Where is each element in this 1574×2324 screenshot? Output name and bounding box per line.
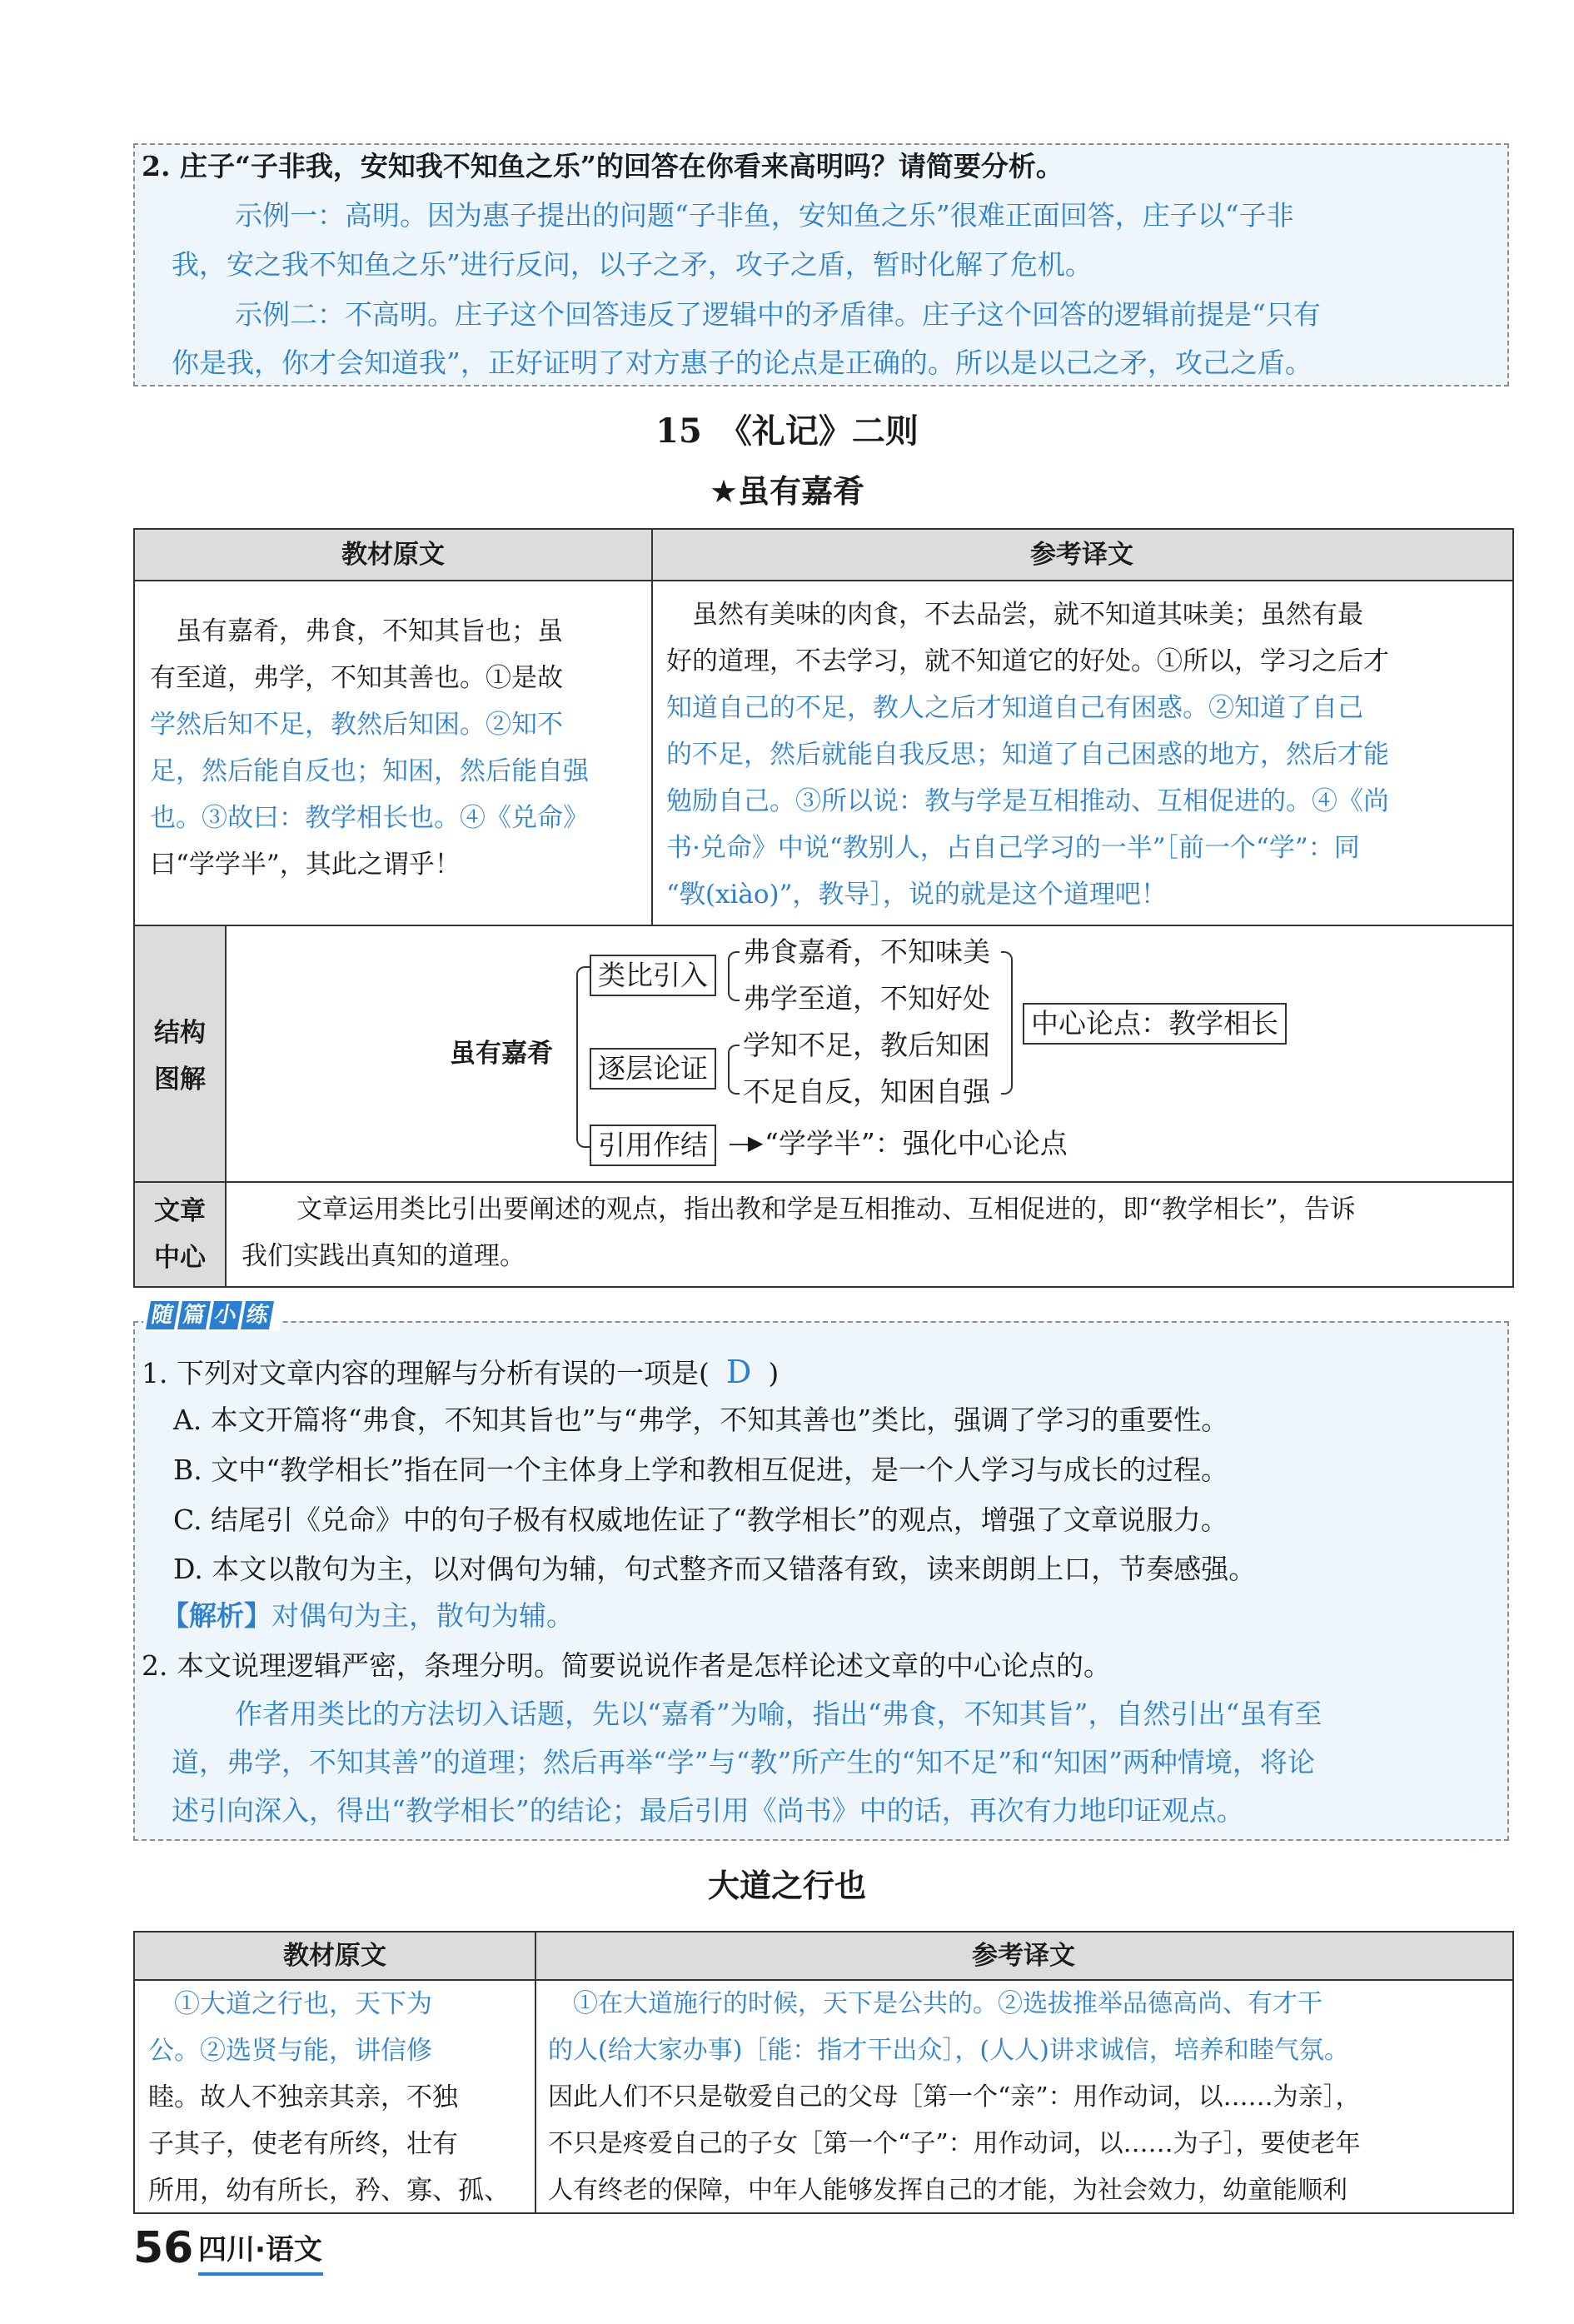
section-title: 15 《礼记》二则 [655, 411, 919, 451]
footer-label: 四川·语文 [198, 2233, 322, 2267]
table-2-head-left: 教材原文 [135, 1933, 535, 1981]
diagram-center-thesis: 中心论点：教学相长 [1023, 1003, 1287, 1045]
orig-line: 足，然后能自反也；知困，然后能自强 [150, 756, 589, 786]
diagram-branch-quote: 引用作结 [590, 1125, 716, 1166]
option-a: A. 本文开篇将“弗食，不知其旨也”与“弗学，不知其善也”类比，强调了学习的重要性。 [173, 1404, 1229, 1436]
orig2-line: 公。②选贤与能，讲信修 [148, 2036, 432, 2066]
center-label-1: 文章 [154, 1196, 206, 1226]
orig2-line: 所用，幼有所长，矜、寡、孤、 [148, 2176, 510, 2206]
orig-line: 也。③故曰：教学相长也。④《兑命》 [150, 803, 589, 833]
answer-example-1-line-1: 示例一：高明。因为惠子提出的问题“子非鱼，安知鱼之乐”很难正面回答，庄子以“子非 [235, 199, 1294, 232]
table-1-head-left: 教材原文 [135, 530, 651, 581]
table-2-original-text [148, 1981, 531, 2214]
trans2-line: 的人(给大家办事)［能：指才干出众］，(人人)讲求诚信，培养和睦气氛。 [548, 2036, 1349, 2065]
center-label [135, 1183, 225, 1286]
question-2: 2. 庄子“子非我，安知我不知鱼之乐”的回答在你看来高明吗？请简要分析。 [142, 150, 1063, 182]
option-c: C. 结尾引《兑命》中的句子极有权威地佐证了“教学相长”的观点，增强了文章说服力。 [173, 1504, 1228, 1536]
table-2-head-right: 参考译文 [535, 1933, 1512, 1981]
diagram-leaf-4: 不足自反，知困自强 [743, 1075, 990, 1108]
practice-tag-char: 随 [146, 1301, 179, 1329]
answer-2-line-1: 作者用类比的方法切入话题，先以“嘉肴”为喻，指出“弗食，不知其旨”，自然引出“虽有至 [235, 1698, 1322, 1730]
q1-answer: D [725, 1354, 752, 1390]
arrow-icon: ▶ [748, 1131, 764, 1155]
subtitle-1: ★虽有嘉肴 [709, 473, 865, 510]
trans2-line: 人有终老的保障，中年人能够发挥自己的才能，为社会效力，幼童能顺利 [548, 2176, 1347, 2205]
answer-2-line-2: 道，弗学，不知其善”的道理；然后再举“学”与“教”所产生的“知不足”和“知困”两种情境，将论 [172, 1746, 1315, 1778]
answer-2-line-3: 述引向深入，得出“教学相长”的结论；最后引用《尚书》中的话，再次有力地印证观点。 [172, 1794, 1244, 1827]
trans2-line: 不只是疼爱自己的子女［第一个“子”：用作动词，以……为子］，要使老年 [548, 2129, 1361, 2158]
orig2-line: 睦。故人不独亲其亲，不独 [148, 2082, 458, 2112]
orig-line: 虽有嘉肴，弗食，不知其旨也；虽 [150, 616, 563, 646]
answer-example-2-line-1: 示例二：不高明。庄子这个回答违反了逻辑中的矛盾律。庄子这个回答的逻辑前提是“只有 [235, 298, 1321, 331]
trans-line: 的不足，然后就能自我反思；知道了自己困惑的地方，然后才能 [666, 740, 1389, 770]
option-d: D. 本文以散句为主，以对偶句为辅，句式整齐而又错落有致，读来朗朗上口，节奏感强。 [173, 1553, 1257, 1585]
q1-close: ) [768, 1357, 780, 1389]
page-number: 56 [133, 2223, 194, 2273]
trans-line: 好的道理，不去学习，就不知道它的好处。①所以，学习之后才 [666, 646, 1389, 676]
diagram-leaf-3: 学知不足，教后知困 [743, 1029, 990, 1061]
orig2-line: 子其子，使老有所终，壮有 [148, 2129, 458, 2159]
table-1-head-right: 参考译文 [651, 530, 1512, 581]
diagram-leaf-1: 弗食嘉肴，不知味美 [743, 935, 990, 968]
structure-label [135, 926, 225, 1181]
q1-text: 1. 下列对文章内容的理解与分析有误的一项是( [142, 1357, 710, 1389]
article-center-text [242, 1186, 1507, 1279]
table-1-original-text [150, 608, 641, 888]
trans2-line: ①在大道施行的时候，天下是公共的。②选拔推举品德高尚、有才干 [548, 1989, 1322, 2018]
answer-example-2-line-2: 你是我，你才会知道我”，正好证明了对方惠子的论点是正确的。所以是以己之矛，攻己之盾。 [172, 347, 1312, 379]
analysis-text: 对偶句为主，散句为辅。 [271, 1599, 574, 1632]
analysis-label: 【解析】 [162, 1599, 271, 1632]
analysis [162, 1598, 574, 1634]
center-label-2: 中心 [154, 1243, 206, 1273]
table-1-translation [666, 591, 1507, 918]
practice-tag-char: 篇 [177, 1301, 211, 1329]
answer-example-1-line-2: 我，安之我不知鱼之乐”进行反问，以子之矛，攻子之盾，暂时化解了危机。 [172, 248, 1093, 281]
trans-line: 知道自己的不足，教人之后才知道自己有困惑。②知道了自己 [666, 693, 1363, 723]
practice-tag-char: 小 [209, 1301, 242, 1329]
structure-label-1: 结构 [154, 1018, 206, 1048]
orig2-line: ①大道之行也，天下为 [148, 1989, 432, 2019]
trans2-line: 因此人们不只是敬爱自己的父母［第一个“亲”：用作动词，以……为亲］， [548, 2082, 1361, 2112]
diagram-root: 虽有嘉肴 [450, 1039, 553, 1069]
trans-line: 书·兑命》中说“教别人，占自己学习的一半”［前一个“学”：同 [666, 833, 1360, 863]
orig-line: 曰“学学半”，其此之谓乎！ [150, 850, 461, 880]
structure-label-2: 图解 [154, 1065, 206, 1095]
trans-line: “斆(xiào)”，教导］，说的就是这个道理吧！ [666, 880, 1167, 910]
orig-line: 有至道，弗学，不知其善也。①是故 [150, 663, 563, 693]
subtitle-2: 大道之行也 [707, 1868, 866, 1904]
center-line-1: 文章运用类比引出要阐述的观点，指出教和学是互相推动、互相促进的，即“教学相长”，告诉 [296, 1194, 1356, 1224]
diagram-leaf-2: 弗学至道，不知好处 [743, 982, 990, 1015]
diagram-branch-analogy: 类比引入 [590, 955, 716, 996]
practice-tag [143, 1299, 280, 1331]
diagram-quote-note: “学学半”：强化中心论点 [765, 1127, 1068, 1160]
table-2-translation [548, 1981, 1507, 2214]
practice-question-1 [142, 1354, 779, 1392]
diagram-branch-progressive: 逐层论证 [590, 1048, 716, 1090]
practice-question-2: 2. 本文说理逻辑严密，条理分明。简要说说作者是怎样论述文章的中心论点的。 [142, 1649, 1111, 1682]
trans-line: 虽然有美味的肉食，不去品尝，就不知道其味美；虽然有最 [666, 600, 1363, 630]
practice-tag-char: 练 [241, 1301, 274, 1329]
center-line-2: 我们实践出真知的道理。 [242, 1241, 525, 1271]
orig-line: 学然后知不足，教然后知困。②知不 [150, 710, 563, 740]
footer-underline [198, 2272, 323, 2276]
option-b: B. 文中“教学相长”指在同一个主体身上学和教相互促进，是一个人学习与成长的过程。 [173, 1454, 1228, 1486]
trans-line: 勉励自己。③所以说：教与学是互相推动、互相促进的。④《尚 [666, 786, 1389, 816]
